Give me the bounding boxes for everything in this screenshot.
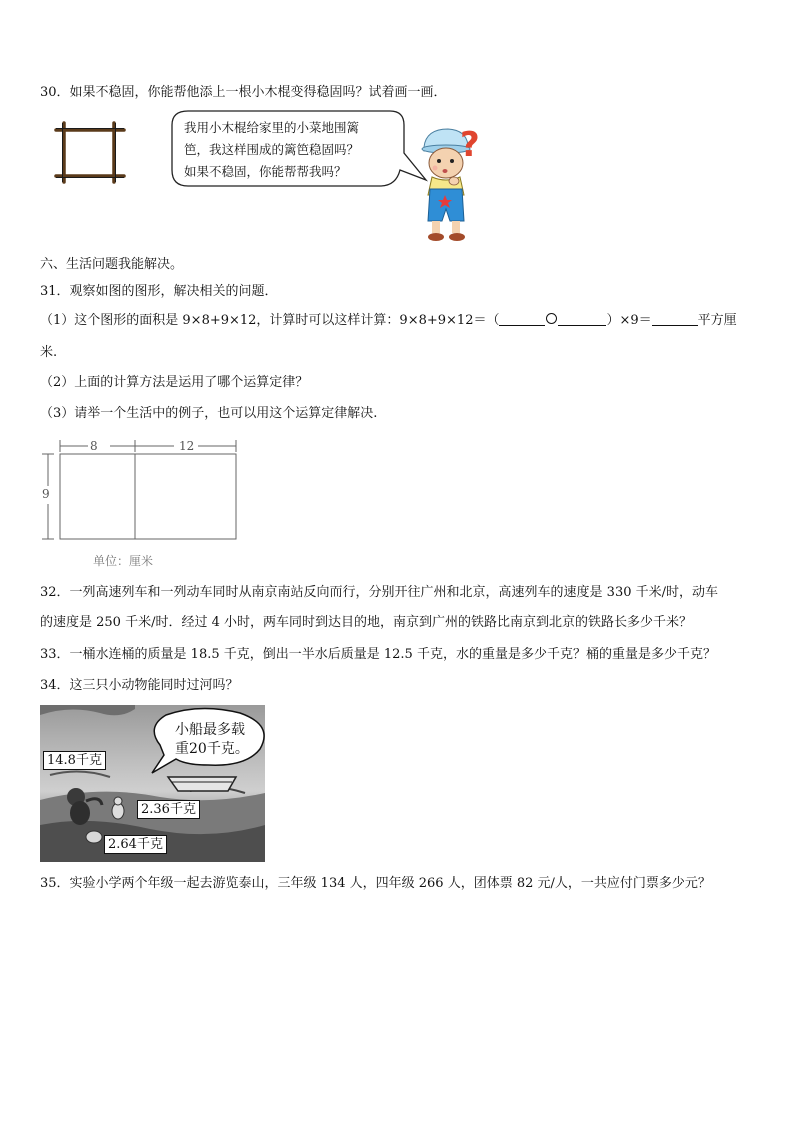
- q31-blank-3[interactable]: [652, 312, 698, 326]
- boat-capacity-line-2: 重20千克。: [175, 741, 249, 757]
- weight-label-monkey: 14.8千克: [43, 751, 106, 770]
- weight-label-rabbit: 2.36千克: [137, 800, 200, 819]
- question-mark-glyph: ?: [460, 125, 480, 165]
- bubble-line-1: 我用小木棍给家里的小菜地围篱: [184, 120, 360, 135]
- q31-part1: [40, 312, 737, 330]
- q32-line-1: 32．一列高速列车和一列动车同时从南京南站反向而行，分别开往广州和北京，高速列车的速度是 330 千米/时，动车: [40, 585, 719, 600]
- dim-label-12: 12: [179, 439, 195, 453]
- cartoon-boy-illustration: [412, 125, 492, 245]
- dim-label-8: 8: [90, 439, 98, 453]
- unit-label: 单位：厘米: [93, 554, 154, 568]
- section-6-heading: 六、生活问题我能解决。: [40, 257, 184, 272]
- q35-text: 35．实验小学两个年级一起去游览泰山，三年级 134 人，四年级 266 人，团体票 82 元/人，一共应付门票多少元？: [40, 876, 711, 891]
- q31-part2: （2）上面的计算方法是运用了哪个运算定律？: [40, 375, 309, 390]
- boat-capacity-line-1: 小船最多载: [175, 722, 245, 738]
- q34-text: 34．这三只小动物能同时过河吗？: [40, 678, 239, 693]
- q33-text: 33．一桶水连桶的质量是 18.5 千克，倒出一半水后质量是 12.5 千克，水的重量是多少千克？桶的重量是多少千克？: [40, 647, 716, 662]
- dim-label-9: 9: [42, 487, 50, 501]
- q31-part1-lead: （1）这个图形的面积是 9×8+9×12，计算时可以这样计算：9×8+9×12＝（: [40, 313, 500, 328]
- bubble-line-3: 如果不稳固，你能帮帮我吗？: [184, 164, 347, 179]
- q31-part1-cont: 米.: [40, 345, 58, 360]
- rectangle-figure: [38, 436, 243, 568]
- q31-blank-2[interactable]: [558, 312, 606, 326]
- q31-part1-unit: 平方厘: [697, 313, 737, 328]
- q31-part3: （3）请举一个生活中的例子，也可以用这个运算定律解决.: [40, 406, 378, 421]
- q31-text: 31．观察如图的图形，解决相关的问题．: [40, 284, 278, 299]
- q31-blank-1[interactable]: [499, 312, 545, 326]
- bubble-line-2: 笆，我这样围成的篱笆稳固吗？: [184, 142, 360, 157]
- river-crossing-photo: [40, 705, 265, 862]
- q31-part1-mid: ）×9＝: [606, 313, 652, 328]
- fence-square-figure: [52, 120, 128, 184]
- q32-line-2: 的速度是 250 千米/时．经过 4 小时，两车同时到达目的地，南京到广州的铁路比南京到北京的铁路长多少千米？: [40, 615, 692, 630]
- operator-circle[interactable]: [546, 313, 557, 324]
- q30-text: 30．如果不稳固，你能帮他添上一根小木棍变得稳固吗？试着画一画．: [40, 85, 447, 100]
- weight-label-bird: 2.64千克: [104, 835, 167, 854]
